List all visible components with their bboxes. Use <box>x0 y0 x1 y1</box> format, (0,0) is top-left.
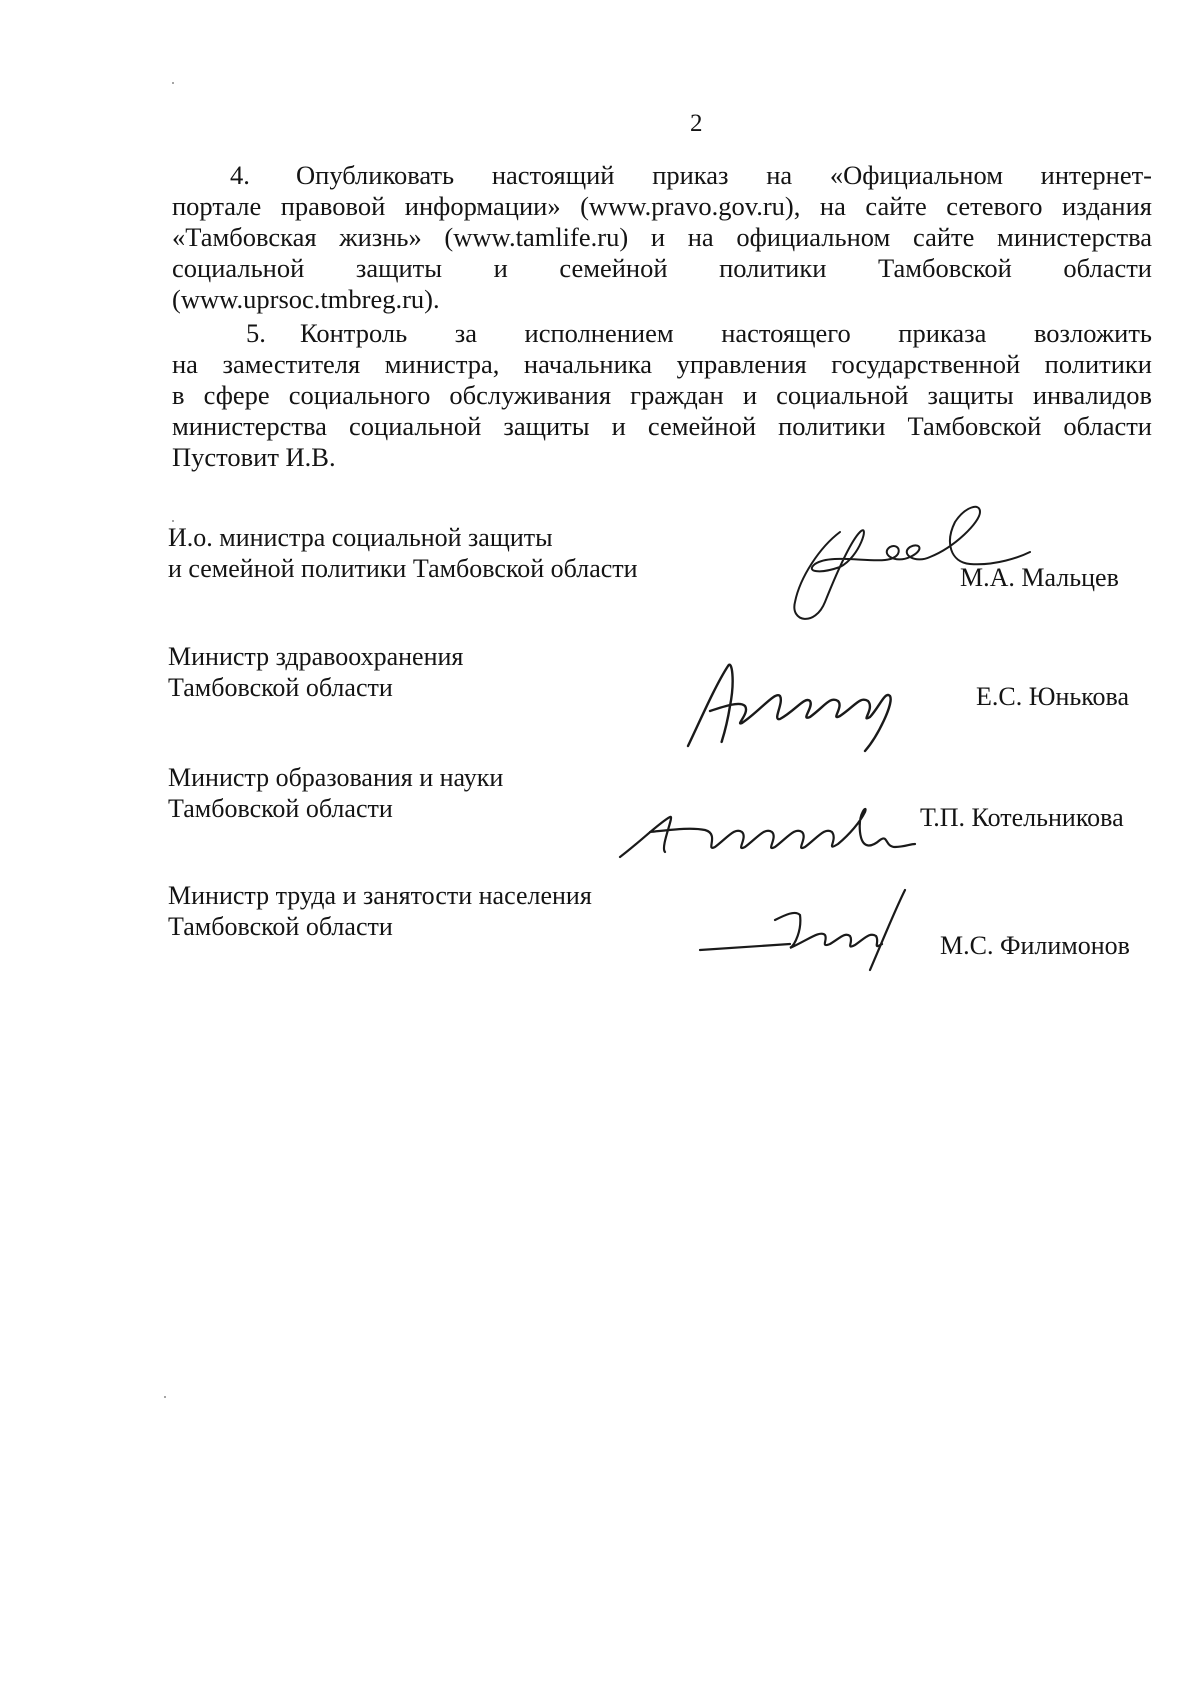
item-4-line-3: «Тамбовская жизнь» (www.tamlife.ru) и на официальном сайте министерства <box>172 222 1152 252</box>
scan-speck <box>172 82 174 84</box>
signatory-title: Министр труда и занятости населения Тамбовской области <box>168 881 592 941</box>
signatory-title: Министр образования и науки Тамбовской области <box>168 763 504 823</box>
page-number: 2 <box>690 110 703 137</box>
item-5-line-3: в сфере социального обслуживания граждан и социальной защиты инвалидов <box>172 380 1152 410</box>
item-5-line-4: министерства социальной защиты и семейной политики Тамбовской области <box>172 411 1152 441</box>
item-5-number: 5. <box>246 318 266 348</box>
item-4-paragraph <box>172 160 1152 315</box>
item-5-paragraph <box>172 318 1152 473</box>
scan-speck <box>164 1396 166 1398</box>
item-4-number: 4. <box>230 160 250 190</box>
item-5-line-5: Пустовит И.В. <box>172 442 336 472</box>
item-4-line-2: портале правовой информации» (www.pravo.gov.ru), на сайте сетевого издания <box>172 191 1152 221</box>
signatory-name: М.С. Филимонов <box>940 931 1130 960</box>
item-5-line-2: на заместителя министра, начальника управления государственной политики <box>172 349 1152 379</box>
signatory-title: И.о. министра социальной защиты и семейной политики Тамбовской области <box>168 523 638 583</box>
item-4-line-5: (www.uprsoc.tmbreg.ru). <box>172 284 440 314</box>
item-4-line-1: 4. Опубликовать настоящий приказ на «Официальном интернет- <box>230 160 1152 190</box>
signatory-name: М.А. Мальцев <box>960 563 1119 592</box>
signatory-name: Е.С. Юнькова <box>976 682 1130 711</box>
scan-speck <box>172 520 174 522</box>
signatory-name: Т.П. Котельникова <box>920 803 1124 832</box>
signature-kotelnikova <box>610 792 920 872</box>
signature-yunkova <box>680 651 920 761</box>
item-4-line-4: социальной защиты и семейной политики Тамбовской области <box>172 253 1152 283</box>
item-5-line-1: 5. Контроль за исполнением настоящего приказа возложить <box>246 318 1152 348</box>
signature-filimonov <box>690 870 930 980</box>
signatory-title: Министр здравоохранения Тамбовской области <box>168 642 464 702</box>
